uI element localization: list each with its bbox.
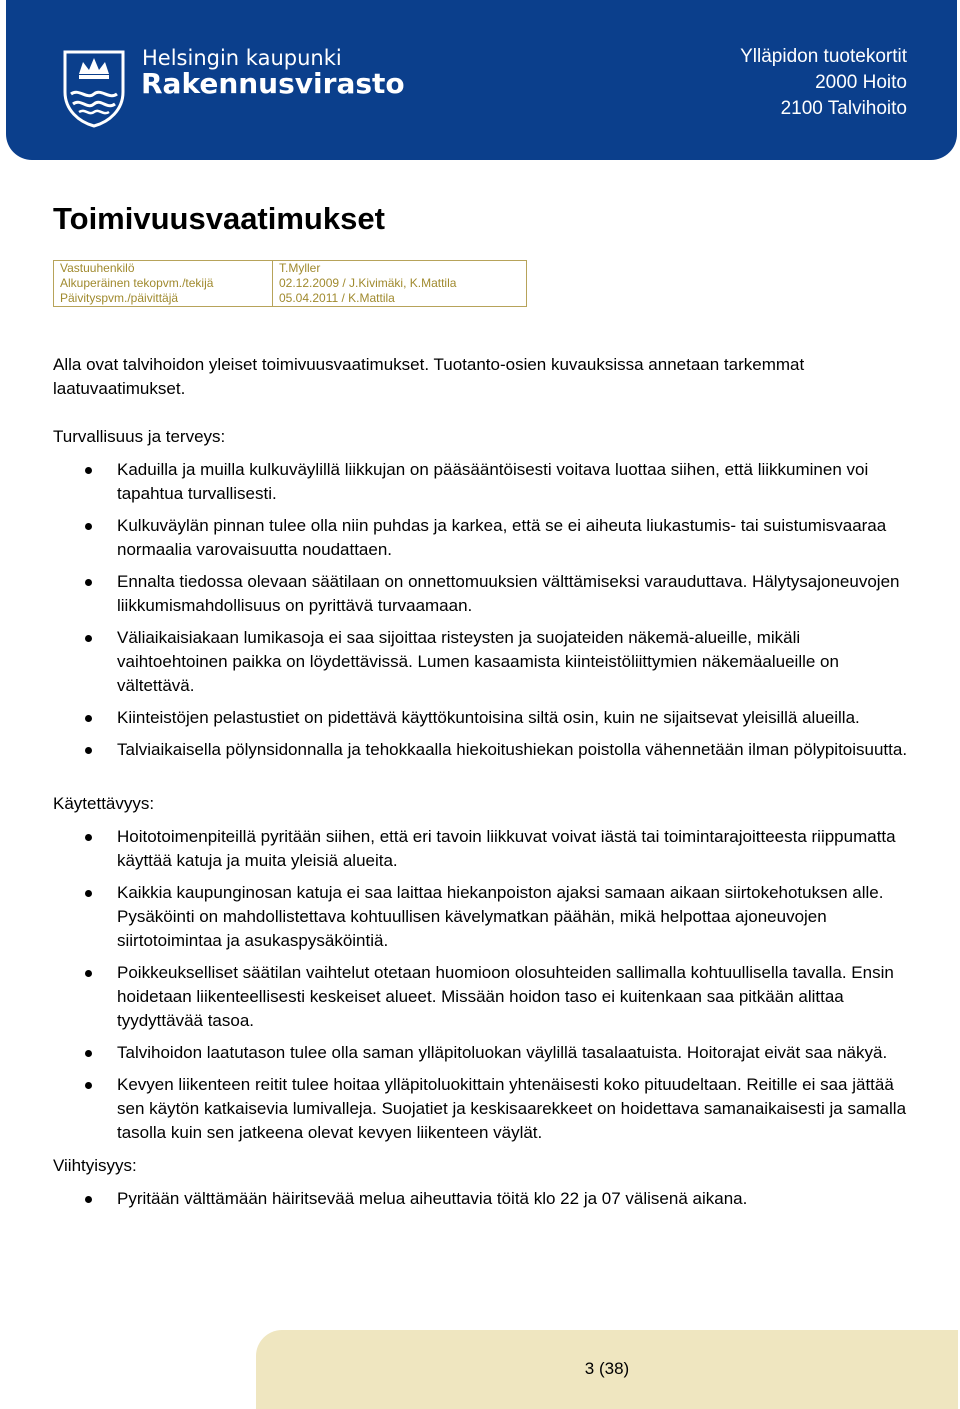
list-item: Kulkuväylän pinnan tulee olla niin puhdas ja karkea, että se ei aiheuta liukastumis- tai suistumisvaaraa normaalia varovaisuutta noudattaen. — [53, 514, 913, 562]
list-item: Kevyen liikenteen reitit tulee hoitaa ylläpitoluokittain yhtenäisesti koko pituudeltaan. Reitille ei saa jättää sen käytön katkaisevia lumivalleja. Suojatiet ja keskisaarekkeet on hoidettava samanaikaisesti ja samalla tasolla kuin sen jatkeena olevat kevyen liikenteen väylät. — [53, 1073, 913, 1145]
meta-key: Alkuperäinen tekopvm./tekijä — [54, 276, 273, 291]
intro-paragraph: Alla ovat talvihoidon yleiset toimivuusvaatimukset. Tuotanto-osien kuvauksissa annetaan tarkemmat laatuvaatimukset. — [53, 355, 805, 398]
comfort-list — [53, 1187, 913, 1211]
section-label-safety: Turvallisuus ja terveys: — [53, 427, 226, 446]
usability-list — [53, 825, 913, 1145]
list-item: Kiinteistöjen pelastustiet on pidettävä käyttökuntoisina siltä osin, kuin ne sijaitsevat yleisillä alueilla. — [53, 706, 913, 730]
meta-value: T.Myller — [279, 261, 321, 275]
meta-key: Päivityspvm./päivittäjä — [54, 291, 273, 307]
meta-value: 05.04.2011 / K.Mattila — [279, 291, 395, 305]
list-item: Talvihoidon laatutason tulee olla saman ylläpitoluokan väylillä tasalaatuista. Hoitorajat eivät saa näkyä. — [53, 1041, 913, 1065]
page-header — [6, 0, 957, 160]
series-subcategory: 2100 Talvihoito — [780, 98, 907, 119]
page-number: 3 (38) — [584, 1359, 630, 1378]
document-series — [740, 44, 907, 122]
table-row — [54, 276, 527, 291]
department-name: Rakennusvirasto — [141, 67, 405, 100]
meta-key: Vastuuhenkilö — [54, 261, 273, 277]
safety-list — [53, 458, 913, 762]
list-item: Talviaikaisella pölynsidonnalla ja tehokkaalla hiekoitushiekan poistolla vähennetään ilman pölypitoisuutta. — [53, 738, 913, 762]
section-label-comfort: Viihtyisyys: — [53, 1156, 137, 1175]
helsinki-crest-icon — [61, 48, 127, 128]
list-item: Kaduilla ja muilla kulkuväylillä liikkujan on pääsääntöisesti voitava luottaa siihen, että liikkuminen voi tapahtua turvallisesti. — [53, 458, 913, 506]
table-row — [54, 261, 527, 277]
organization-name: Helsingin kaupunki — [142, 46, 342, 70]
list-item: Hoitotoimenpiteillä pyritään siihen, että eri tavoin liikkuvat voivat iästä tai toimintarajoitteesta riippumatta käyttää katuja ja muita yleisiä alueita. — [53, 825, 913, 873]
list-item: Kaikkia kaupunginosan katuja ei saa laittaa hiekanpoiston ajaksi samaan aikaan siirtokehotuksen alle. Pysäköinti on mahdollistettava kohtuullisen kävelymatkan päähän, mikä helpottaa ajoneuvojen siirtotoimintaa ja asukaspysäköintiä. — [53, 881, 913, 953]
list-item: Ennalta tiedossa olevaan säätilaan on onnettomuuksien välttämiseksi varauduttava. Hälytysajoneuvojen liikkumismahdollisuus on pyrittävä turvaamaan. — [53, 570, 913, 618]
page-footer — [256, 1330, 958, 1409]
series-title: Ylläpidon tuotekortit — [740, 46, 907, 67]
table-row — [54, 291, 527, 307]
list-item: Pyritään välttämään häiritsevää melua aiheuttavia töitä klo 22 ja 07 välisenä aikana. — [53, 1187, 913, 1211]
list-item: Poikkeukselliset säätilan vaihtelut otetaan huomioon olosuhteiden sallimalla kohtuullisella tavalla. Ensin hoidetaan liikenteellisesti keskeiset alueet. Missään hoidon taso ei kuitenkaan saa pitkään alittaa tyydyttävää tasoa. — [53, 961, 913, 1033]
series-category: 2000 Hoito — [815, 72, 907, 93]
list-item: Väliaikaisiakaan lumikasoja ei saa sijoittaa risteysten ja suojateiden näkemä-alueille, mikäli vaihtoehtoinen paikka on löydettävissä. Lumen kasaamista kiinteistöliittymien näkemäalueille on vältettävä. — [53, 626, 913, 698]
metadata-table — [53, 260, 527, 307]
section-label-usability: Käytettävyys: — [53, 794, 155, 813]
meta-value: 02.12.2009 / J.Kivimäki, K.Mattila — [279, 276, 457, 290]
page-title: Toimivuusvaatimukset — [53, 201, 385, 236]
